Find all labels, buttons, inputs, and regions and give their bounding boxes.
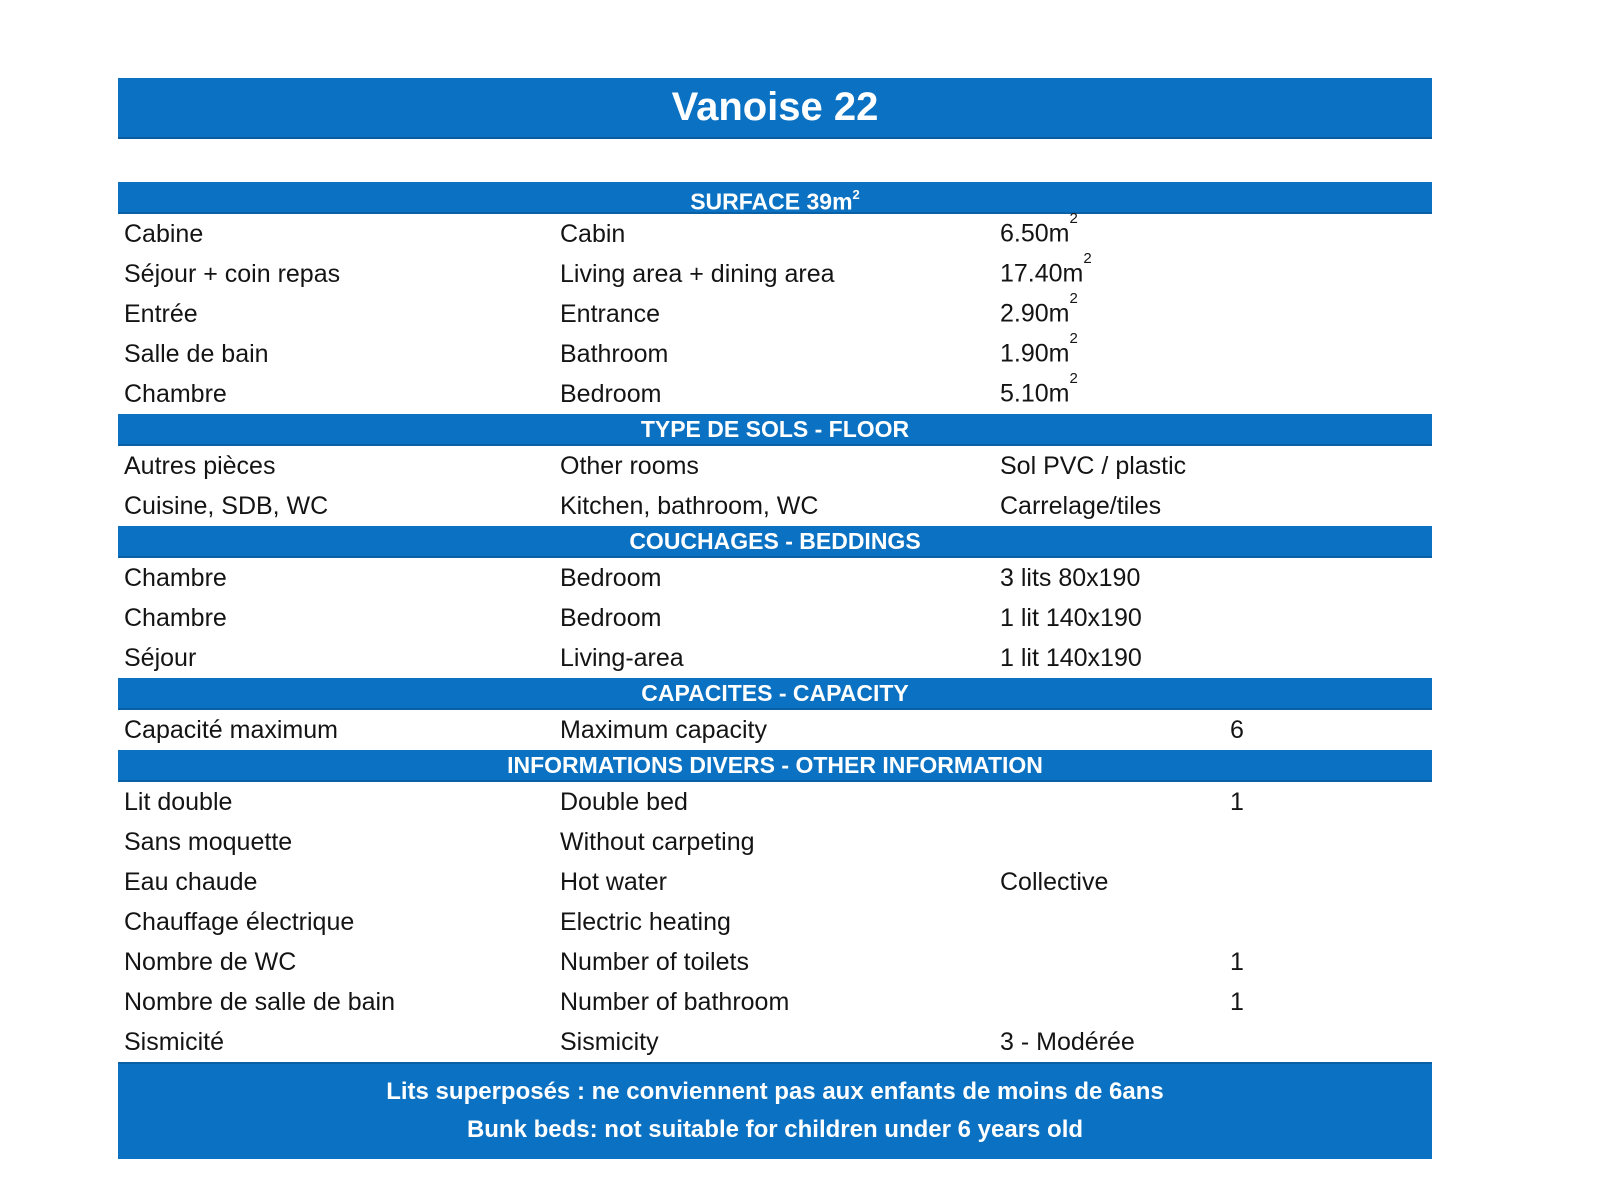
row-label-fr: Cuisine, SDB, WC [124,491,329,520]
table-row [118,486,1432,526]
row-value-sup: 2 [1069,210,1078,228]
section [118,526,1432,678]
row-label-fr: Nombre de salle de bain [124,987,395,1016]
row-value [1000,644,1230,673]
row-value-text: Carrelage/tiles [1000,491,1162,520]
row-count: 1 [1230,987,1244,1016]
row-value-text: 17.40m [1000,259,1084,288]
row-value [1000,492,1230,521]
row-label-en: Maximum capacity [560,715,767,744]
table-row [118,290,1432,334]
row-value [1000,452,1230,481]
row-label-en: Cabin [560,219,626,248]
row-label-en: Number of bathroom [560,987,790,1016]
row-label-en: Bedroom [560,379,662,408]
info-sheet [118,78,1432,1159]
row-value-sup: 2 [1069,290,1078,308]
section [118,414,1432,526]
row-label-en: Entrance [560,299,661,328]
row-label-fr: Salle de bain [124,339,269,368]
section-header-sup: 2 [852,187,860,202]
row-value-text: 1 lit 140x190 [1000,643,1142,672]
row-label-fr: Sans moquette [124,827,293,856]
row-value-text: 1.90m [1000,339,1070,368]
row-label-fr: Chambre [124,379,227,408]
table-row [118,710,1432,750]
row-count: 6 [1230,715,1244,744]
row-value-sup: 2 [1083,250,1092,268]
row-value-text: 3 - Modérée [1000,1027,1135,1056]
row-label-en: Other rooms [560,451,699,480]
table-row [118,598,1432,638]
footer-warning-en: Bunk beds: not suitable for children under 6 years old [466,1116,1084,1143]
section-rows [118,558,1432,678]
row-count: 1 [1230,787,1244,816]
row-label-fr: Chambre [124,603,227,632]
section-header [118,414,1432,446]
section-rows [118,210,1432,414]
row-value-text: 2.90m [1000,299,1070,328]
row-label-fr: Entrée [124,299,198,328]
row-label-en: Kitchen, bathroom, WC [560,491,819,520]
section-header [118,182,1432,214]
table-row [118,942,1432,982]
row-value-text: Collective [1000,867,1109,896]
section [118,750,1432,1062]
table-row [118,862,1432,902]
table-row [118,782,1432,822]
row-label-fr: Cabine [124,219,204,248]
section-rows [118,782,1432,1062]
row-label-en: Number of toilets [560,947,749,976]
table-row [118,982,1432,1022]
row-value [1000,330,1230,368]
row-value [1000,604,1230,633]
section-header-label: COUCHAGES - BEDDINGS [629,528,921,554]
row-label-fr: Capacité maximum [124,715,338,744]
footer-warning [118,1062,1432,1159]
row-value-sup: 2 [1069,370,1078,388]
table-row [118,210,1432,254]
row-label-en: Hot water [560,867,667,896]
section-header [118,678,1432,710]
section-rows [118,710,1432,750]
row-label-en: Bedroom [560,563,662,592]
table-row [118,250,1432,294]
section-header-label: SURFACE 39m [690,188,853,215]
table-row [118,558,1432,598]
row-value-text: 6.50m [1000,219,1070,248]
section-header [118,750,1432,782]
table-row [118,1022,1432,1062]
section [118,678,1432,750]
row-label-en: Without carpeting [560,827,755,856]
row-label-fr: Chauffage électrique [124,907,355,936]
section-header-label: CAPACITES - CAPACITY [641,680,909,706]
section [118,182,1432,414]
row-label-en: Electric heating [560,907,731,936]
row-label-fr: Eau chaude [124,867,258,896]
section-header [118,526,1432,558]
row-value-text: 1 lit 140x190 [1000,603,1142,632]
table-row [118,330,1432,374]
section-rows [118,446,1432,526]
row-label-en: Living-area [560,643,684,672]
row-value [1000,370,1230,408]
row-label-fr: Séjour + coin repas [124,259,341,288]
row-label-fr: Autres pièces [124,451,276,480]
row-value [1000,250,1230,288]
row-value [1000,1028,1230,1057]
row-label-fr: Nombre de WC [124,947,297,976]
row-label-en: Sismicity [560,1027,659,1056]
table-row [118,370,1432,414]
row-value [1000,564,1230,593]
row-value [1000,290,1230,328]
row-value [1000,868,1230,897]
row-label-en: Bathroom [560,339,669,368]
row-label-fr: Chambre [124,563,227,592]
row-label-en: Bedroom [560,603,662,632]
row-label-fr: Séjour [124,643,197,672]
row-label-fr: Sismicité [124,1027,225,1056]
row-label-fr: Lit double [124,787,233,816]
row-label-en: Living area + dining area [560,259,835,288]
sections [118,182,1432,1062]
footer-warning-fr: Lits superposés : ne conviennent pas aux enfants de moins de 6ans [386,1078,1164,1105]
row-count: 1 [1230,947,1244,976]
table-row [118,822,1432,862]
row-value [1000,210,1230,248]
row-value-text: 5.10m [1000,379,1070,408]
page-title: Vanoise 22 [118,78,1432,139]
table-row [118,902,1432,942]
row-value-sup: 2 [1069,330,1078,348]
table-row [118,446,1432,486]
section-header-label: TYPE DE SOLS - FLOOR [640,416,910,442]
row-value-text: Sol PVC / plastic [1000,451,1187,480]
table-row [118,638,1432,678]
section-header-label: INFORMATIONS DIVERS - OTHER INFORMATION [507,752,1043,778]
row-value-text: 3 lits 80x190 [1000,563,1141,592]
row-label-en: Double bed [560,787,688,816]
